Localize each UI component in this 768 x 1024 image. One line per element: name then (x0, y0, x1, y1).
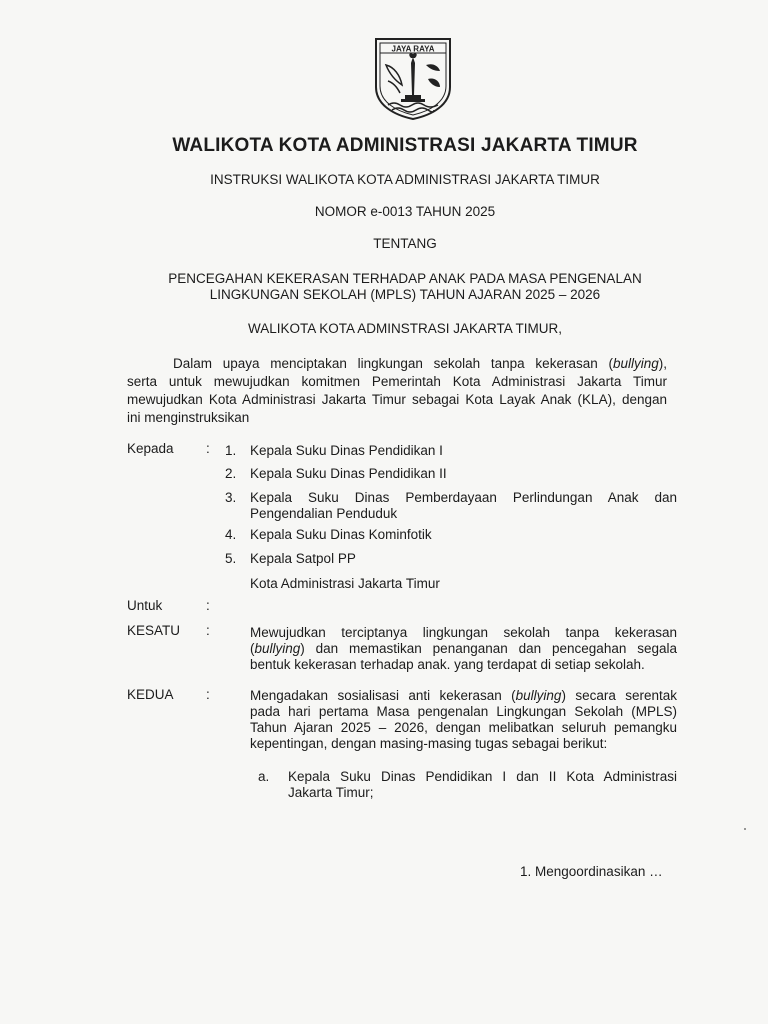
list-item-number: 5. (225, 551, 237, 566)
intro-paragraph (127, 355, 667, 427)
issuer-line: WALIKOTA KOTA ADMINSTRASI JAKARTA TIMUR, (247, 321, 563, 336)
subject-line-2: LINGKUNGAN SEKOLAH (MPLS) TAHUN AJARAN 2025 – 2026 (209, 287, 601, 302)
list-item: Kepala Suku Dinas Pemberdayaan Perlindungan Anak dan Pengendalian Penduduk (250, 490, 677, 521)
list-item-number: 3. (225, 490, 237, 505)
kedua-text: Mengadakan sosialisasi anti kekerasan (bullying) secara serentak pada hari pertama Masa pengenalan Lingkungan Sekolah (MPLS) Tahun Ajaran 2025 – 2026, dengan melibatkan seluruh pemangku kepentingan, dengan masing-masing tugas sebagai berikut: (250, 688, 677, 751)
list-item: Kepala Suku Dinas Kominfotik (250, 527, 432, 542)
subject-line-1: PENCEGAHAN KEKERASAN TERHADAP ANAK PADA MASA PENGENALAN (168, 271, 642, 286)
untuk-colon: : (206, 598, 210, 613)
list-item-number: 4. (225, 527, 237, 542)
kesatu-text: Mewujudkan terciptanya lingkungan sekolah tanpa kekerasan (bullying) dan memastikan penanganan dan pencegahan segala bentuk kekerasan terhadap anak. yang terdapat di setiap sekolah. (250, 625, 677, 672)
recipients-closing: Kota Administrasi Jakarta Timur (250, 576, 440, 591)
sub-item-marker: a. (258, 769, 270, 784)
kepada-label: Kepada (127, 441, 174, 456)
intro-line-4: ini menginstruksikan (127, 410, 250, 425)
instruction-heading: INSTRUKSI WALIKOTA KOTA ADMINISTRASI JAKARTA TIMUR (210, 172, 600, 187)
list-item-number: 2. (225, 466, 237, 481)
continuation-text: 1. Mengoordinasikan … (520, 864, 663, 879)
intro-line-1: Dalam upaya menciptakan lingkungan sekolah tanpa kekerasan (bullying), (173, 356, 667, 371)
kedua-colon: : (206, 687, 210, 702)
kepada-colon: : (206, 441, 210, 456)
list-item-number: 1. (225, 443, 237, 458)
kedua-label: KEDUA (127, 687, 174, 702)
intro-line-2: serta untuk mewujudkan komitmen Pemerintah Kota Administrasi Jakarta Timur (127, 374, 667, 389)
kesatu-label: KESATU (127, 623, 181, 638)
document-title: WALIKOTA KOTA ADMINISTRASI JAKARTA TIMUR (172, 135, 638, 156)
intro-line-3: mewujudkan Kota Administrasi Jakarta Timur sebagai Kota Layak Anak (KLA), dengan (127, 392, 667, 407)
jakarta-coat-of-arms-icon (372, 35, 454, 121)
list-item: Kepala Suku Dinas Pendidikan II (250, 466, 447, 481)
list-item: Kepala Satpol PP (250, 551, 356, 566)
about-heading: TENTANG (373, 236, 437, 251)
scan-speck (744, 828, 746, 830)
document-number: NOMOR e-0013 TAHUN 2025 (314, 204, 496, 219)
kesatu-colon: : (206, 623, 210, 638)
emblem-motto: JAYA RAYA (391, 44, 435, 54)
list-item: Kepala Suku Dinas Pendidikan I (250, 443, 443, 458)
sub-item-text: Kepala Suku Dinas Pendidikan I dan II Kota Administrasi Jakarta Timur; (288, 769, 677, 800)
subject-heading (0, 271, 768, 303)
untuk-label: Untuk (127, 598, 163, 613)
